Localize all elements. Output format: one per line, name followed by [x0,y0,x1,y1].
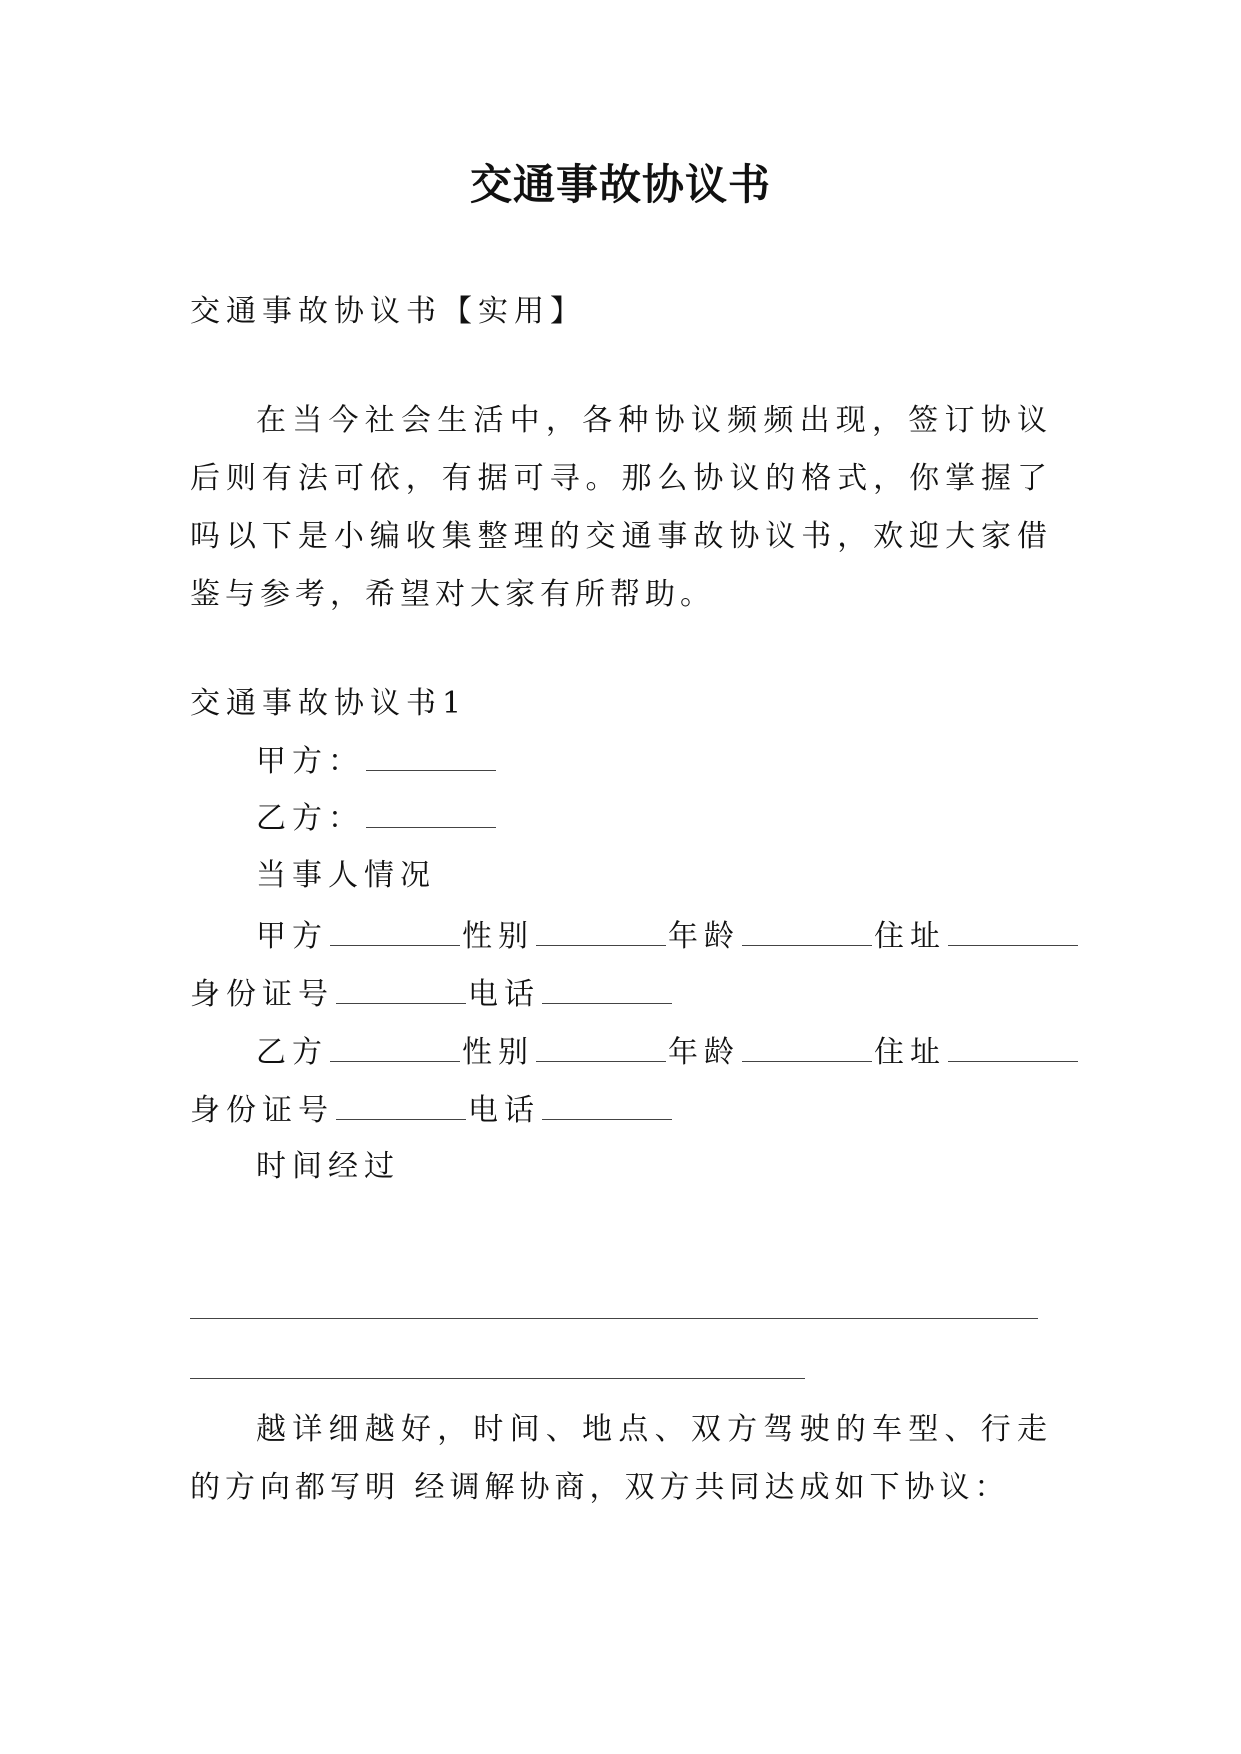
party-a-blank [366,740,496,771]
party-a-phone-blank [542,973,672,1004]
party-a-address-blank [948,915,1078,946]
party-a-gender-blank [536,915,666,946]
party-a-label: 甲方： [256,744,364,779]
document-title: 交通事故协议书 [469,160,771,209]
party-a-address-label: 住址 [874,919,946,954]
party-a-age-blank [742,915,872,946]
section-heading: 交通事故协议书1 [190,686,468,721]
party-a-name-blank [330,915,460,946]
party-b-line [256,797,498,839]
party-a-gender-label: 性别 [462,919,534,954]
party-b-label: 乙方： [256,801,364,836]
party-a-id-row [190,973,674,1015]
fill-in-line-2 [190,1378,805,1379]
party-b-info-row [256,1031,1080,1073]
party-b-id-row [190,1089,674,1131]
party-b-gender-label: 性别 [462,1035,534,1070]
party-b-address-label: 住址 [874,1035,946,1070]
time-process-label: 时间经过 [256,1149,400,1184]
intro-paragraph: 在当今社会生活中，各种协议频频出现，签订协议后则有法可依，有据可寻。那么协议的格式，你掌握了吗以下是小编收集整理的交通事故协议书，欢迎大家借鉴与参考，希望对大家有所帮助。 [190,403,1052,612]
party-b-name-blank [330,1031,460,1062]
party-b-blank [366,797,496,828]
fill-in-line-1 [190,1318,1038,1319]
party-b-address-blank [948,1031,1078,1062]
party-a-line [256,740,498,782]
parties-info-label: 当事人情况 [256,858,436,893]
party-b-id-blank [336,1089,466,1120]
party-a-info-row [256,915,1080,957]
party-a-id-label: 身份证号 [190,977,334,1012]
party-b-gender-blank [536,1031,666,1062]
closing-paragraph: 越详细越好，时间、地点、双方驾驶的车型、行走的方向都写明 经调解协商，双方共同达成如下协议： [190,1412,1052,1505]
party-b-id-label: 身份证号 [190,1093,334,1128]
party-a-info-label: 甲方 [256,919,328,954]
party-a-phone-label: 电话 [468,977,540,1012]
party-a-id-blank [336,973,466,1004]
party-b-age-blank [742,1031,872,1062]
party-a-age-label: 年龄 [668,919,740,954]
party-b-phone-blank [542,1089,672,1120]
party-b-age-label: 年龄 [668,1035,740,1070]
party-b-phone-label: 电话 [468,1093,540,1128]
party-b-info-label: 乙方 [256,1035,328,1070]
document-subtitle: 交通事故协议书【实用】 [190,294,586,329]
